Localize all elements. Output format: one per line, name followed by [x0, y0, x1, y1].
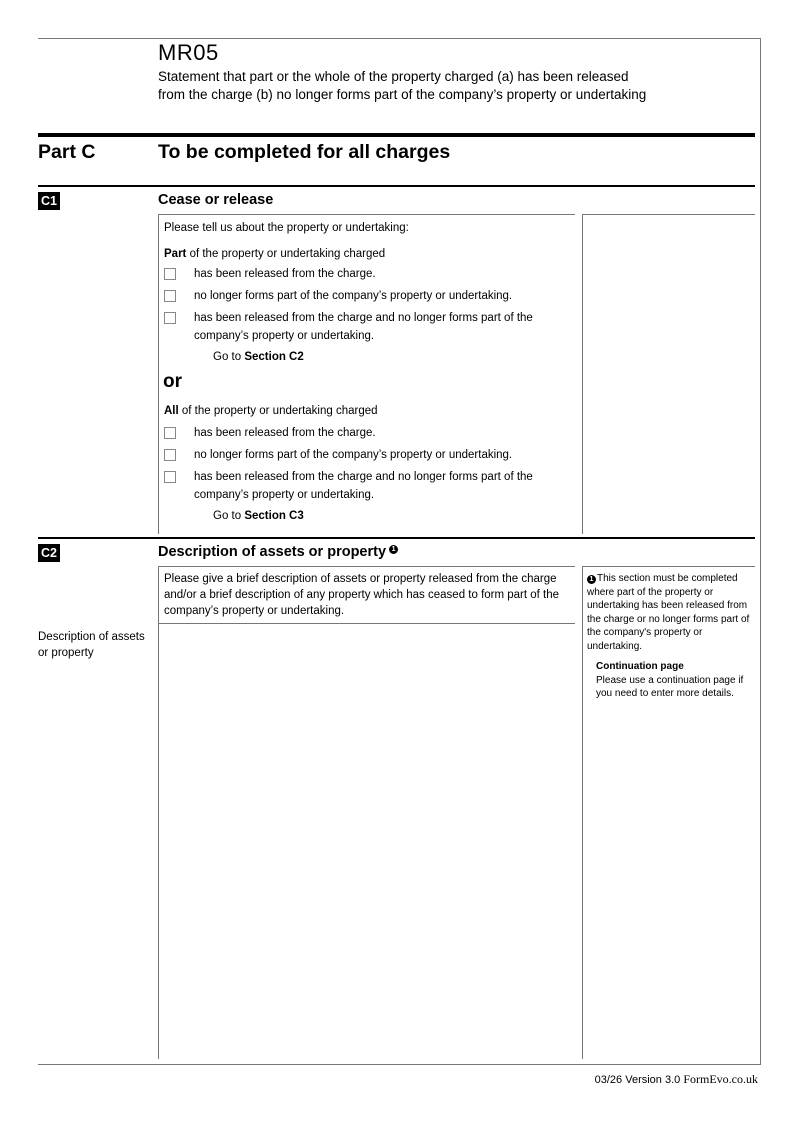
- goto-c3-prefix: Go to: [213, 510, 245, 522]
- form-subtitle: [158, 68, 718, 104]
- c1-guide-top: [582, 214, 755, 215]
- c1-box-top: [158, 214, 575, 215]
- goto-c2-prefix: Go to: [213, 351, 245, 363]
- c1-part-header: [164, 247, 385, 262]
- c1-all-header: [164, 404, 378, 419]
- goto-section-c3: [213, 510, 304, 522]
- part-released-and-no-longer-checkbox[interactable]: [164, 312, 176, 324]
- all-no-longer-forms-label: no longer forms part of the company’s property or undertaking.: [194, 449, 513, 461]
- section-c2-badge: C2: [38, 544, 60, 562]
- guidance-text: This section must be completed where part of the property or undertaking has been released from the charge or no longer forms part of the company's property or undertaking.: [587, 573, 750, 652]
- section-c2-heading-text: Description of assets or property: [158, 544, 387, 560]
- part-label: Part C: [38, 141, 96, 163]
- description-field-label: Description of assets or property: [38, 631, 145, 659]
- or-divider: or: [163, 371, 182, 392]
- goto-section-c2: [213, 351, 304, 363]
- section-c2-heading: [158, 544, 398, 560]
- continuation-text: Please use a continuation page if you need to enter more details.: [596, 674, 744, 699]
- c2-box-right: [582, 566, 583, 1059]
- continuation-note: [596, 660, 752, 701]
- all-released-checkbox[interactable]: [164, 427, 176, 439]
- subtitle-line-1: Statement that part or the whole of the property charged (a) has been released: [158, 69, 629, 84]
- all-released-and-no-longer-checkbox[interactable]: [164, 471, 176, 483]
- part-released-and-no-longer-label: has been released from the charge and no longer forms part of the company’s property or undertaking.: [194, 312, 533, 342]
- c2-guide-top: [582, 566, 755, 567]
- footer-version: 03/26 Version 3.0: [594, 1074, 684, 1086]
- all-released-and-no-longer-label: has been released from the charge and no longer forms part of the company’s property or undertaking.: [194, 471, 533, 501]
- right-rule: [760, 38, 761, 1065]
- bottom-rule: [38, 1064, 761, 1065]
- c2-instruction-top: [158, 566, 575, 567]
- c2-guidance: [587, 572, 752, 653]
- c1-part-rest: of the property or undertaking charged: [186, 248, 386, 260]
- section-c1-badge: C1: [38, 192, 60, 210]
- top-rule: [38, 38, 761, 39]
- c1-part-bold: Part: [164, 248, 187, 260]
- part-heading: To be completed for all charges: [158, 141, 451, 163]
- section-c1-heading: Cease or release: [158, 192, 274, 208]
- c2-instruction: Please give a brief description of assets or property released from the charge and/or a brief description of any property which has ceased to form part of the company’s property or undertaking.: [164, 573, 560, 617]
- part-no-longer-forms-checkbox[interactable]: [164, 290, 176, 302]
- subtitle-line-2: from the charge (b) no longer forms part of the company’s property or undertaking: [158, 87, 647, 102]
- page-footer: [595, 1072, 758, 1087]
- c2-rule: [38, 537, 755, 539]
- c1-all-rest: of the property or undertaking charged: [178, 405, 378, 417]
- part-no-longer-forms-label: no longer forms part of the company’s property or undertaking.: [194, 290, 513, 302]
- part-released-checkbox[interactable]: [164, 268, 176, 280]
- goto-c3-section: Section C3: [244, 510, 304, 522]
- guidance-note-1-icon: 1: [587, 575, 596, 584]
- c1-box-left: [158, 214, 159, 534]
- all-released-label: has been released from the charge.: [194, 427, 376, 439]
- c1-all-bold: All: [164, 405, 179, 417]
- form-code: MR05: [158, 40, 219, 65]
- description-textarea[interactable]: [160, 625, 574, 1057]
- c1-box-right: [582, 214, 583, 534]
- part-released-label: has been released from the charge.: [194, 268, 376, 280]
- c2-field-top: [158, 623, 575, 624]
- goto-c2-section: Section C2: [244, 351, 304, 363]
- note-1-icon: 1: [389, 545, 398, 554]
- c1-intro: Please tell us about the property or undertaking:: [164, 222, 409, 234]
- c2-box-left: [158, 566, 159, 1059]
- continuation-title: Continuation page: [596, 661, 684, 672]
- all-no-longer-forms-checkbox[interactable]: [164, 449, 176, 461]
- c1-rule: [38, 185, 755, 187]
- footer-brand: FormEvo.co.uk: [683, 1072, 758, 1086]
- part-rule: [38, 133, 755, 137]
